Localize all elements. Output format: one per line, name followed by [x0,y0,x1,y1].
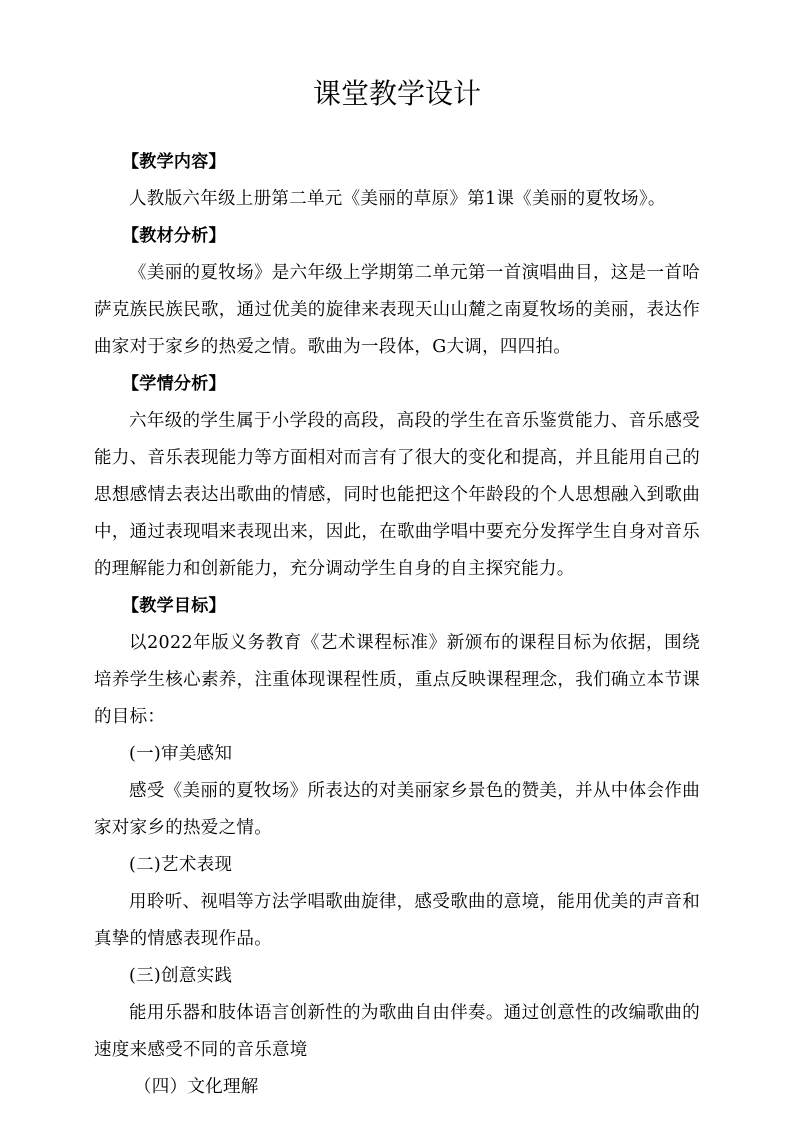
section-heading-teaching-content: 【教学内容】 [122,152,226,172]
section-heading-student-analysis: 【学情分析】 [122,374,226,394]
goal-3-title: (三)创意实践 [129,966,233,986]
section-heading-teaching-goals: 【教学目标】 [122,596,226,616]
paragraph-student-analysis: 六年级的学生属于小学段的高段，高段的学生在音乐鉴赏能力、音乐感受能力、音乐表现能力等方面相对而言有了很大的变化和提高，并且能用自己的思想感情去表达出歌曲的情感，同时也能把这个年龄段的个人思想融入到歌曲中，通过表现唱来表现出来，因此，在歌曲学唱中要充分发挥学生自身对音乐的理解能力和创新能力，充分调动学生自身的自主探究能力。 [94,411,700,579]
paragraph-teaching-content: 人教版六年级上册第二单元《美丽的草原》第1课《美丽的夏牧场》。 [129,189,666,209]
goal-4-title: （四）文化理解 [134,1077,259,1097]
goal-1-text: 感受《美丽的夏牧场》所表达的对美丽家乡景色的赞美，并从中体会作曲家对家乡的热爱之情。 [94,781,700,838]
goal-1-title: (一)审美感知 [129,744,233,764]
section-heading-material-analysis: 【教材分析】 [122,226,226,246]
document-body [94,144,700,1106]
goal-2-title: (二)艺术表现 [129,855,233,875]
paragraph-material-analysis: 《美丽的夏牧场》是六年级上学期第二单元第一首演唱曲目，这是一首哈萨克族民族民歌，通过优美的旋律来表现天山山麓之南夏牧场的美丽，表达作曲家对于家乡的热爱之情。歌曲为一段体，G大调，四四拍。 [94,263,700,357]
document-title: 课堂教学设计 [312,77,481,110]
goal-3-text: 能用乐器和肢体语言创新性的为歌曲自由伴奏。通过创意性的改编歌曲的速度来感受不同的音乐意境 [94,1003,700,1060]
goal-2-text: 用聆听、视唱等方法学唱歌曲旋律，感受歌曲的意境，能用优美的声音和真挚的情感表现作品。 [94,892,700,949]
paragraph-goals-intro: 以2022年版义务教育《艺术课程标准》新颁布的课程目标为依据，围绕培养学生核心素养，注重体现课程性质，重点反映课程理念，我们确立本节课的目标： [94,633,700,727]
